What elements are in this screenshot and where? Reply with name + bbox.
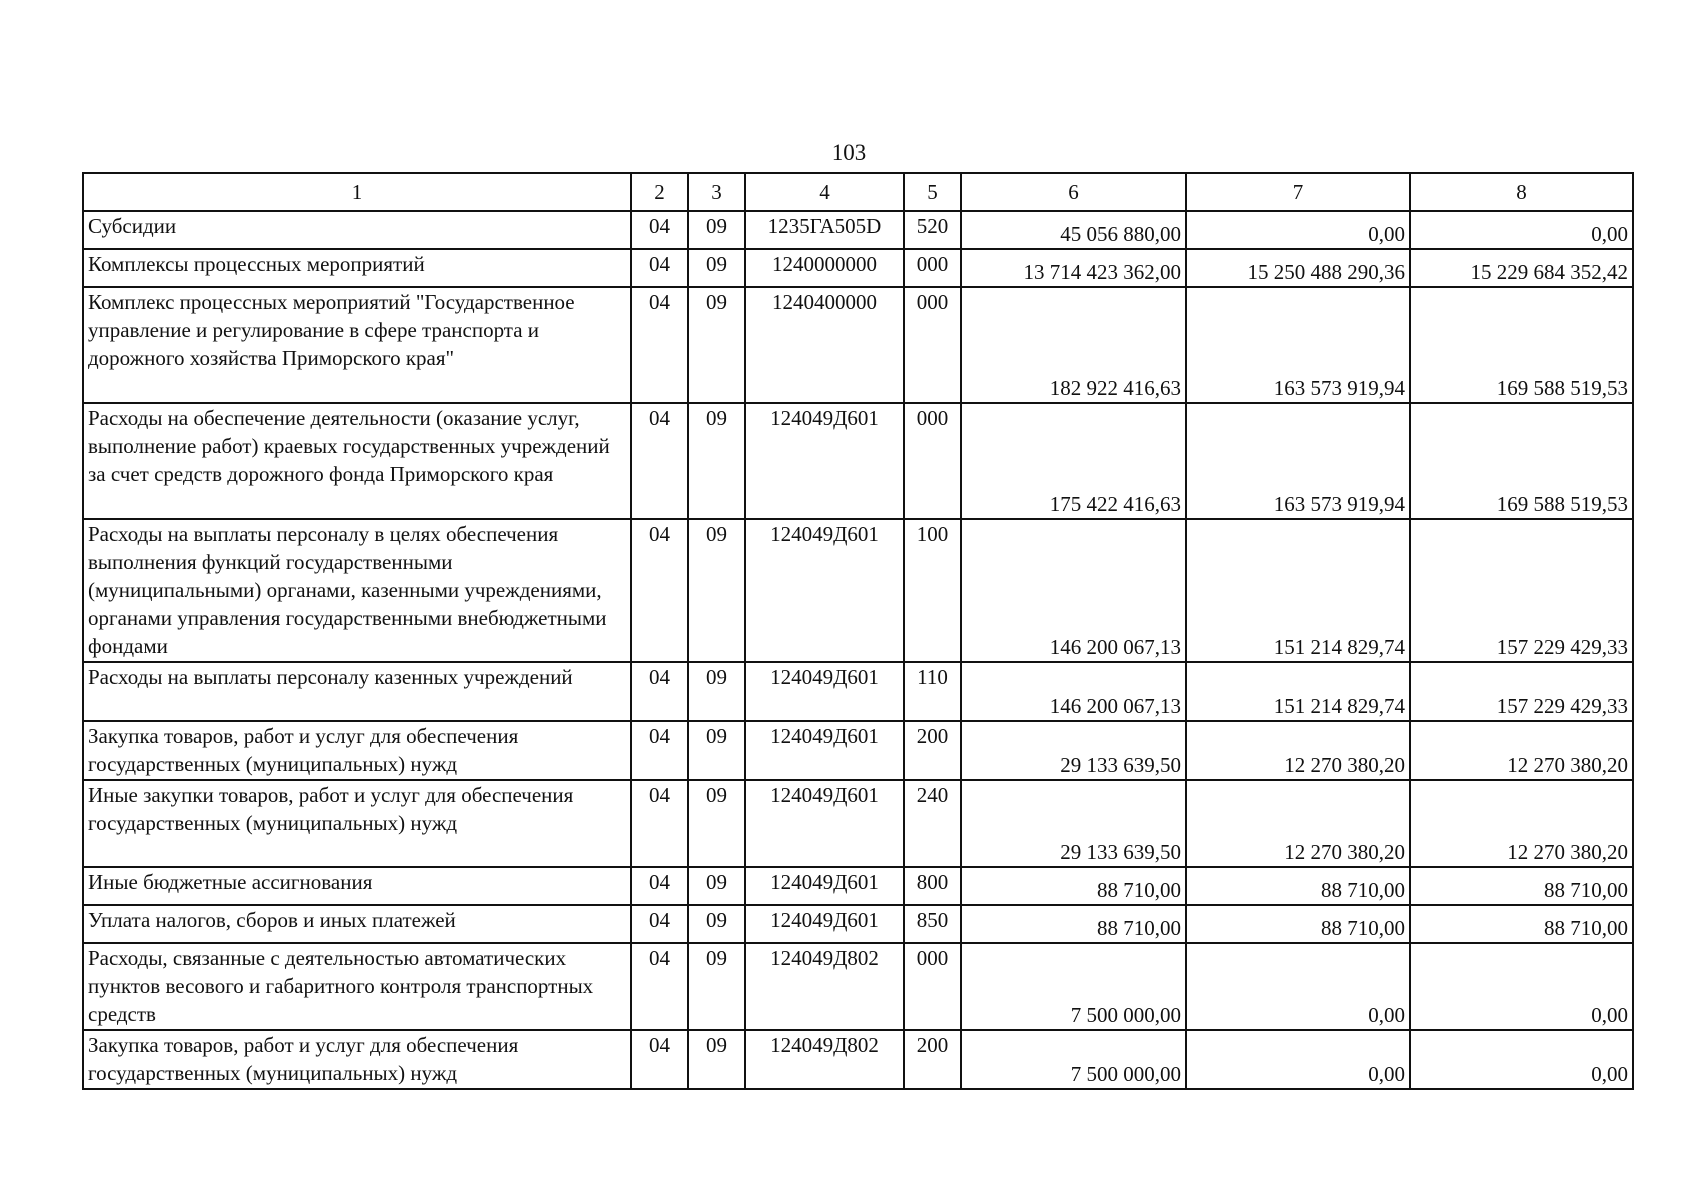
header-col-5: 5 (904, 173, 961, 211)
row-subsection: 09 (688, 287, 745, 403)
row-target-code: 1240400000 (745, 287, 904, 403)
row-amount-col6: 29 133 639,50 (961, 780, 1186, 867)
row-amount-col6: 7 500 000,00 (961, 943, 1186, 1030)
row-name: Расходы на выплаты персоналу в целях обеспечения выполнения функций государственными (муниципальными) органами, казенными учреждениями, органами управления государственными внебюджетными фондами (83, 519, 631, 662)
row-target-code: 124049Д601 (745, 662, 904, 721)
table-row (83, 721, 1633, 780)
row-amount-col8: 15 229 684 352,42 (1410, 249, 1633, 287)
row-amount-col8: 88 710,00 (1410, 867, 1633, 905)
row-expense-type: 000 (904, 403, 961, 519)
row-section: 04 (631, 249, 688, 287)
row-section: 04 (631, 1030, 688, 1089)
row-name: Закупка товаров, работ и услуг для обеспечения государственных (муниципальных) нужд (83, 1030, 631, 1089)
row-amount-col8: 169 588 519,53 (1410, 403, 1633, 519)
header-col-2: 2 (631, 173, 688, 211)
row-expense-type: 110 (904, 662, 961, 721)
row-amount-col7: 12 270 380,20 (1186, 780, 1410, 867)
row-name: Закупка товаров, работ и услуг для обеспечения государственных (муниципальных) нужд (83, 721, 631, 780)
table-row (83, 403, 1633, 519)
row-amount-col7: 163 573 919,94 (1186, 403, 1410, 519)
row-name: Расходы, связанные с деятельностью автоматических пунктов весового и габаритного контроля транспортных средств (83, 943, 631, 1030)
row-amount-col6: 146 200 067,13 (961, 519, 1186, 662)
row-expense-type: 200 (904, 1030, 961, 1089)
row-target-code: 124049Д601 (745, 905, 904, 943)
row-amount-col7: 163 573 919,94 (1186, 287, 1410, 403)
row-expense-type: 000 (904, 943, 961, 1030)
row-amount-col8: 0,00 (1410, 943, 1633, 1030)
row-target-code: 1240000000 (745, 249, 904, 287)
row-expense-type: 240 (904, 780, 961, 867)
row-section: 04 (631, 943, 688, 1030)
row-subsection: 09 (688, 721, 745, 780)
table-row (83, 867, 1633, 905)
header-col-8: 8 (1410, 173, 1633, 211)
table-row (83, 905, 1633, 943)
row-amount-col6: 7 500 000,00 (961, 1030, 1186, 1089)
table-row (83, 249, 1633, 287)
table-row (83, 1030, 1633, 1089)
row-subsection: 09 (688, 403, 745, 519)
page-number: 103 (831, 140, 867, 165)
row-amount-col8: 169 588 519,53 (1410, 287, 1633, 403)
row-section: 04 (631, 780, 688, 867)
row-amount-col7: 88 710,00 (1186, 905, 1410, 943)
budget-table (82, 172, 1634, 1090)
row-subsection: 09 (688, 905, 745, 943)
table-row (83, 662, 1633, 721)
header-col-6: 6 (961, 173, 1186, 211)
row-amount-col6: 175 422 416,63 (961, 403, 1186, 519)
row-expense-type: 000 (904, 249, 961, 287)
row-subsection: 09 (688, 249, 745, 287)
row-subsection: 09 (688, 519, 745, 662)
row-target-code: 124049Д601 (745, 867, 904, 905)
row-target-code: 124049Д601 (745, 780, 904, 867)
row-amount-col7: 0,00 (1186, 211, 1410, 249)
row-amount-col7: 15 250 488 290,36 (1186, 249, 1410, 287)
row-amount-col6: 146 200 067,13 (961, 662, 1186, 721)
row-amount-col8: 88 710,00 (1410, 905, 1633, 943)
row-name: Комплексы процессных мероприятий (83, 249, 631, 287)
row-target-code: 124049Д601 (745, 519, 904, 662)
row-section: 04 (631, 662, 688, 721)
row-expense-type: 000 (904, 287, 961, 403)
header-col-7: 7 (1186, 173, 1410, 211)
row-name: Расходы на обеспечение деятельности (оказание услуг, выполнение работ) краевых государственных учреждений за счет средств дорожного фонда Приморского края (83, 403, 631, 519)
row-amount-col6: 29 133 639,50 (961, 721, 1186, 780)
row-section: 04 (631, 519, 688, 662)
row-section: 04 (631, 287, 688, 403)
row-target-code: 1235ГА505D (745, 211, 904, 249)
row-amount-col7: 0,00 (1186, 1030, 1410, 1089)
row-name: Расходы на выплаты персоналу казенных учреждений (83, 662, 631, 721)
row-subsection: 09 (688, 211, 745, 249)
row-target-code: 124049Д802 (745, 1030, 904, 1089)
row-expense-type: 100 (904, 519, 961, 662)
table-row (83, 943, 1633, 1030)
row-amount-col8: 157 229 429,33 (1410, 662, 1633, 721)
table-row (83, 287, 1633, 403)
row-amount-col6: 88 710,00 (961, 867, 1186, 905)
row-amount-col8: 0,00 (1410, 1030, 1633, 1089)
row-section: 04 (631, 211, 688, 249)
header-row (83, 173, 1633, 211)
row-amount-col8: 157 229 429,33 (1410, 519, 1633, 662)
row-amount-col7: 0,00 (1186, 943, 1410, 1030)
row-expense-type: 800 (904, 867, 961, 905)
table-row (83, 211, 1633, 249)
row-subsection: 09 (688, 943, 745, 1030)
row-target-code: 124049Д601 (745, 403, 904, 519)
header-col-4: 4 (745, 173, 904, 211)
row-amount-col7: 12 270 380,20 (1186, 721, 1410, 780)
row-amount-col7: 151 214 829,74 (1186, 662, 1410, 721)
row-section: 04 (631, 867, 688, 905)
row-section: 04 (631, 403, 688, 519)
row-target-code: 124049Д601 (745, 721, 904, 780)
table-row (83, 519, 1633, 662)
row-amount-col8: 12 270 380,20 (1410, 780, 1633, 867)
row-amount-col7: 151 214 829,74 (1186, 519, 1410, 662)
row-name: Иные бюджетные ассигнования (83, 867, 631, 905)
row-amount-col6: 88 710,00 (961, 905, 1186, 943)
row-target-code: 124049Д802 (745, 943, 904, 1030)
row-amount-col8: 12 270 380,20 (1410, 721, 1633, 780)
row-expense-type: 520 (904, 211, 961, 249)
table-row (83, 780, 1633, 867)
row-subsection: 09 (688, 780, 745, 867)
row-subsection: 09 (688, 867, 745, 905)
row-amount-col8: 0,00 (1410, 211, 1633, 249)
header-col-1: 1 (83, 173, 631, 211)
row-expense-type: 850 (904, 905, 961, 943)
row-subsection: 09 (688, 662, 745, 721)
row-section: 04 (631, 721, 688, 780)
row-section: 04 (631, 905, 688, 943)
row-amount-col6: 45 056 880,00 (961, 211, 1186, 249)
header-col-3: 3 (688, 173, 745, 211)
row-name: Иные закупки товаров, работ и услуг для обеспечения государственных (муниципальных) нужд (83, 780, 631, 867)
row-amount-col7: 88 710,00 (1186, 867, 1410, 905)
row-subsection: 09 (688, 1030, 745, 1089)
row-amount-col6: 13 714 423 362,00 (961, 249, 1186, 287)
row-amount-col6: 182 922 416,63 (961, 287, 1186, 403)
row-name: Комплекс процессных мероприятий "Государственное управление и регулирование в сфере транспорта и дорожного хозяйства Приморского края" (83, 287, 631, 403)
row-name: Уплата налогов, сборов и иных платежей (83, 905, 631, 943)
row-name: Субсидии (83, 211, 631, 249)
row-expense-type: 200 (904, 721, 961, 780)
